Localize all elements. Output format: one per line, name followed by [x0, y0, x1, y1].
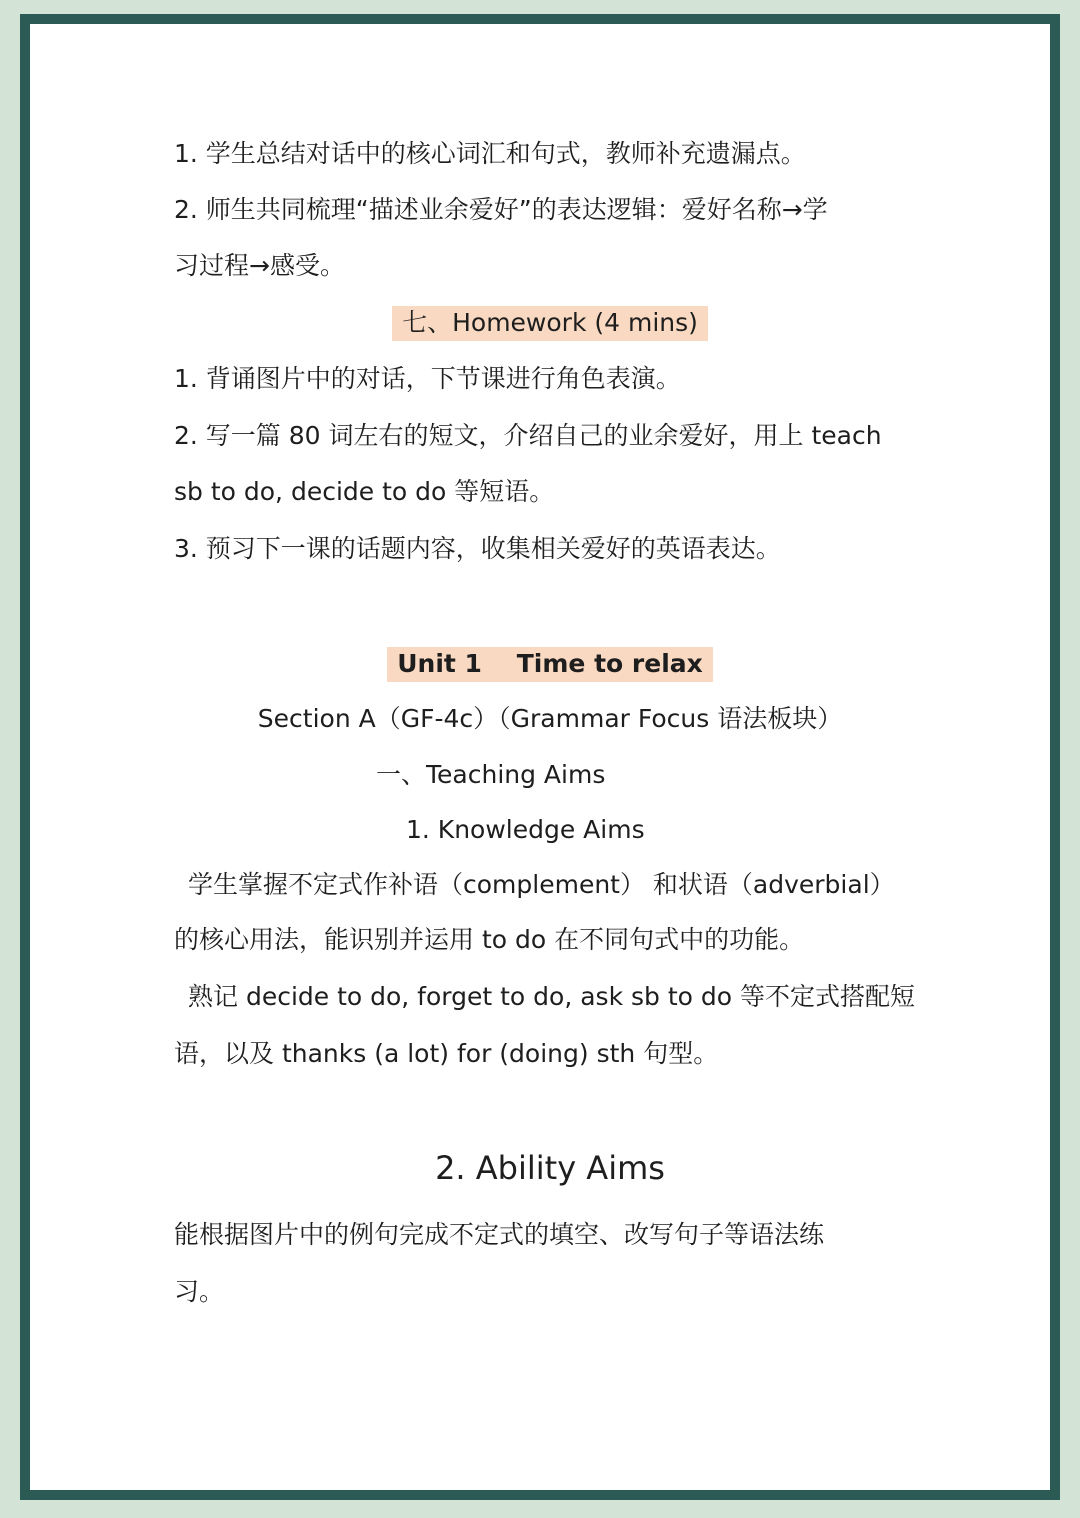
- knowledge-p1-line-1: 学生掌握不定式作补语（complement） 和状语（adverbial）: [188, 870, 895, 899]
- unit-title: Unit 1 Time to relax: [387, 647, 713, 682]
- summary-item-2-line-2: 习过程→感受。: [174, 251, 345, 280]
- teaching-aims-heading: 一、Teaching Aims: [376, 760, 606, 789]
- section-title: Section A（GF-4c）（Grammar Focus 语法板块）: [257, 704, 843, 733]
- homework-item-2-line-1: 2. 写一篇 80 词左右的短文，介绍自己的业余爱好，用上 teach: [174, 421, 882, 450]
- homework-item-2-line-2: sb to do, decide to do 等短语。: [174, 477, 555, 506]
- ability-p1-line-2: 习。: [174, 1277, 225, 1306]
- unit-title-row: [30, 647, 1070, 681]
- homework-heading-row: [30, 306, 1070, 340]
- summary-item-1: 1. 学生总结对话中的核心词汇和句式，教师补充遗漏点。: [174, 139, 806, 168]
- document-content: [30, 24, 1070, 1510]
- knowledge-p1-line-2: 的核心用法，能识别并运用 to do 在不同句式中的功能。: [174, 925, 805, 954]
- page-frame: [20, 14, 1060, 1500]
- homework-item-3: 3. 预习下一课的话题内容，收集相关爱好的英语表达。: [174, 534, 781, 563]
- homework-item-1: 1. 背诵图片中的对话，下节课进行角色表演。: [174, 364, 681, 393]
- knowledge-p2-line-2: 语，以及 thanks (a lot) for (doing) sth 句型。: [174, 1039, 719, 1068]
- ability-p1-line-1: 能根据图片中的例句完成不定式的填空、改写句子等语法练: [174, 1220, 825, 1249]
- knowledge-p2-line-1: 熟记 decide to do, forget to do, ask sb to do 等不定式搭配短: [188, 982, 915, 1011]
- ability-aims-heading: 2. Ability Aims: [435, 1149, 665, 1187]
- summary-item-2-line-1: 2. 师生共同梳理“描述业余爱好”的表达逻辑：爱好名称→学: [174, 195, 828, 224]
- homework-heading: 七、Homework (4 mins): [392, 306, 708, 341]
- knowledge-aims-heading: 1. Knowledge Aims: [406, 815, 645, 844]
